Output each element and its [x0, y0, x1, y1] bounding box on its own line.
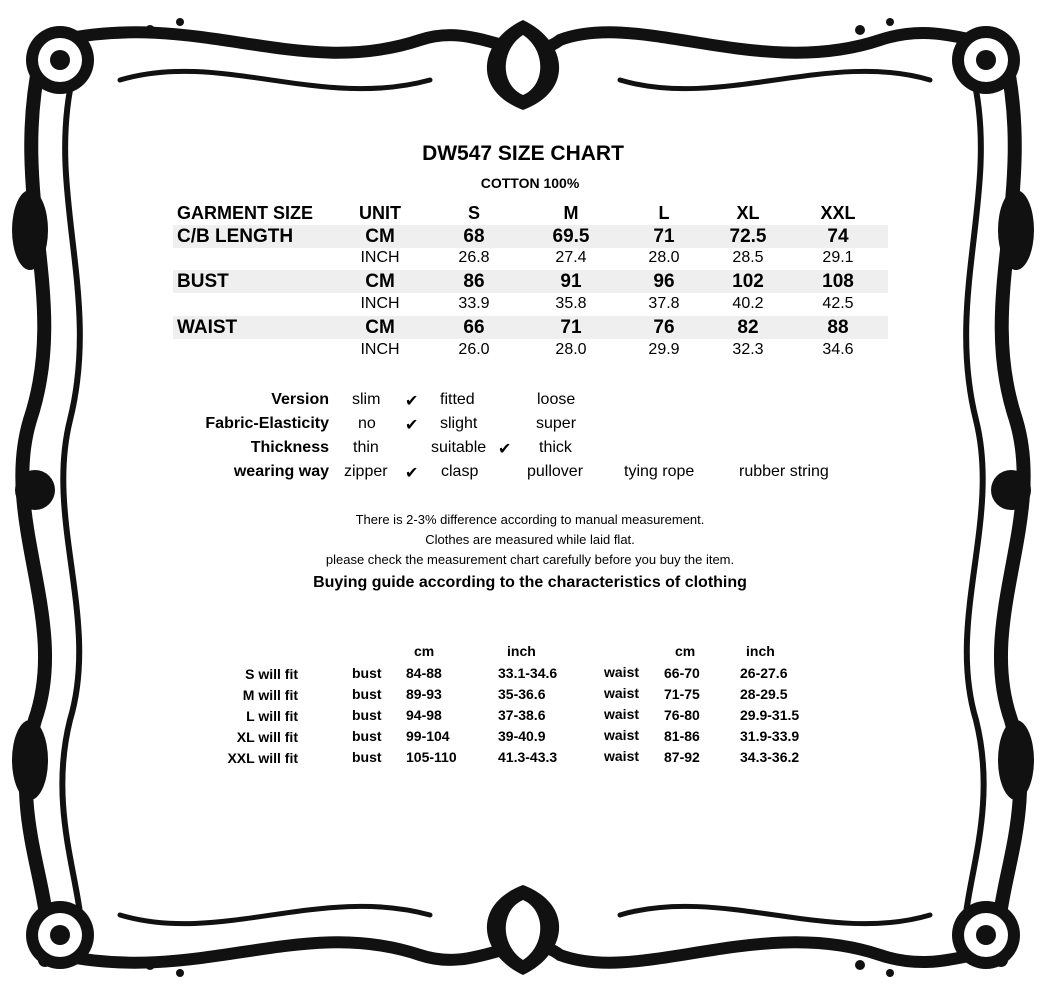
- table-cell: 88: [827, 317, 849, 338]
- version-option-selected: fitted: [440, 391, 475, 408]
- table-cell: 28.0: [555, 341, 587, 358]
- version-option: loose: [537, 391, 576, 408]
- table-cell: 27.4: [555, 249, 587, 266]
- fit-header-cm: cm: [414, 643, 435, 659]
- note-line: There is 2-3% difference according to manual measurement.: [355, 512, 705, 527]
- table-cell: 26.0: [458, 341, 490, 358]
- table-cell: 34.3-36.2: [740, 749, 800, 765]
- table-cell: 71-75: [664, 686, 700, 702]
- table-cell: waist: [604, 685, 640, 701]
- note-line: Clothes are measured while laid flat.: [425, 532, 635, 547]
- table-cell: 87-92: [664, 749, 700, 765]
- header-size-l: L: [658, 203, 670, 223]
- elasticity-label: Fabric-Elasticity: [205, 415, 329, 432]
- table-cell: INCH: [360, 341, 400, 358]
- table-cell: 84-88: [406, 665, 442, 681]
- table-cell: 66: [463, 317, 485, 338]
- fit-header-inch: inch: [746, 643, 775, 659]
- table-cell: waist: [604, 664, 640, 680]
- thickness-option-selected: suitable: [431, 439, 487, 456]
- wearing-option: tying rope: [624, 463, 695, 480]
- table-cell: bust: [352, 707, 382, 723]
- note-line: please check the measurement chart carefully before you buy the item.: [325, 552, 735, 567]
- table-cell: waist: [604, 727, 640, 743]
- table-cell: 89-93: [406, 686, 442, 702]
- table-cell: 71: [653, 226, 675, 247]
- table-cell: 34.6: [822, 341, 854, 358]
- table-cell: 71: [560, 317, 582, 338]
- fit-header-inch: inch: [507, 643, 536, 659]
- table-cell: 94-98: [406, 707, 442, 723]
- fit-header-cm: cm: [675, 643, 696, 659]
- fit-row-label: XL will fit: [236, 729, 298, 745]
- table-cell: 76: [653, 317, 675, 338]
- table-cell: bust: [352, 665, 382, 681]
- table-cell: 66-70: [664, 665, 700, 681]
- table-cell: 74: [827, 226, 849, 247]
- table-cell: 28-29.5: [740, 686, 788, 702]
- page-title: DW547 SIZE CHART: [422, 142, 624, 165]
- table-cell: 82: [737, 317, 759, 338]
- buying-guide-title: Buying guide according to the characteristics of clothing: [313, 574, 747, 591]
- fit-row-label: L will fit: [246, 708, 298, 724]
- wearing-option: pullover: [527, 463, 584, 480]
- page-subtitle: COTTON 100%: [480, 175, 580, 191]
- check-icon: ✔: [405, 393, 419, 410]
- table-cell: 28.0: [648, 249, 680, 266]
- table-cell: 37-38.6: [498, 707, 546, 723]
- table-cell: waist: [604, 706, 640, 722]
- table-cell: 26-27.6: [740, 665, 788, 681]
- wearing-option: zipper: [344, 463, 388, 480]
- header-unit: UNIT: [359, 203, 401, 223]
- table-cell: 28.5: [732, 249, 764, 266]
- header-garment-size: GARMENT SIZE: [177, 203, 314, 223]
- thickness-option: thin: [353, 439, 379, 456]
- table-cell: 37.8: [648, 295, 680, 312]
- table-cell: 76-80: [664, 707, 700, 723]
- table-cell: 35-36.6: [498, 686, 546, 702]
- check-icon: ✔: [405, 417, 419, 434]
- table-cell: 29.9-31.5: [740, 707, 800, 723]
- table-cell: 29.1: [822, 249, 854, 266]
- table-cell: 39-40.9: [498, 728, 546, 744]
- row-label-waist: WAIST: [177, 317, 238, 338]
- table-cell: CM: [365, 317, 395, 338]
- fit-row-label: XXL will fit: [227, 750, 298, 766]
- version-option: slim: [352, 391, 381, 408]
- table-cell: INCH: [360, 295, 400, 312]
- row-label-bust: BUST: [177, 271, 229, 292]
- table-cell: 31.9-33.9: [740, 728, 800, 744]
- table-cell: 32.3: [732, 341, 764, 358]
- elasticity-option-selected: slight: [440, 415, 478, 432]
- table-cell: bust: [352, 728, 382, 744]
- wearing-way-label: wearing way: [233, 463, 329, 480]
- table-cell: 86: [463, 271, 485, 292]
- table-cell: 41.3-43.3: [498, 749, 558, 765]
- table-cell: 96: [653, 271, 675, 292]
- thickness-label: Thickness: [250, 439, 329, 456]
- table-cell: 91: [560, 271, 582, 292]
- wearing-option-selected: clasp: [441, 463, 479, 480]
- table-cell: 26.8: [458, 249, 490, 266]
- header-size-xl: XL: [736, 203, 760, 223]
- row-label-cb-length: C/B LENGTH: [177, 226, 294, 247]
- version-label: Version: [271, 391, 329, 408]
- table-cell: bust: [352, 749, 382, 765]
- table-cell: 33.9: [458, 295, 490, 312]
- header-size-xxl: XXL: [820, 203, 856, 223]
- check-icon: ✔: [405, 465, 419, 482]
- table-cell: 108: [822, 271, 854, 292]
- wearing-option: rubber string: [739, 463, 829, 480]
- table-cell: INCH: [360, 249, 400, 266]
- table-cell: 35.8: [555, 295, 587, 312]
- table-cell: 29.9: [648, 341, 680, 358]
- table-cell: waist: [604, 748, 640, 764]
- table-cell: bust: [352, 686, 382, 702]
- table-cell: 102: [732, 271, 764, 292]
- table-cell: 81-86: [664, 728, 700, 744]
- table-cell: 105-110: [406, 749, 457, 765]
- header-size-s: S: [467, 203, 480, 223]
- fit-row-label: S will fit: [245, 666, 298, 682]
- table-cell: CM: [365, 271, 395, 292]
- header-size-m: M: [563, 203, 579, 223]
- table-cell: 42.5: [822, 295, 854, 312]
- table-cell: 68: [463, 226, 485, 247]
- table-cell: 99-104: [406, 728, 450, 744]
- table-cell: 72.5: [729, 226, 767, 247]
- table-cell: 69.5: [552, 226, 590, 247]
- thickness-option: thick: [539, 439, 572, 456]
- fit-row-label: M will fit: [242, 687, 298, 703]
- elasticity-option: no: [358, 415, 376, 432]
- elasticity-option: super: [536, 415, 577, 432]
- table-cell: 33.1-34.6: [498, 665, 558, 681]
- check-icon: ✔: [498, 441, 512, 458]
- table-cell: CM: [365, 226, 395, 247]
- table-cell: 40.2: [732, 295, 764, 312]
